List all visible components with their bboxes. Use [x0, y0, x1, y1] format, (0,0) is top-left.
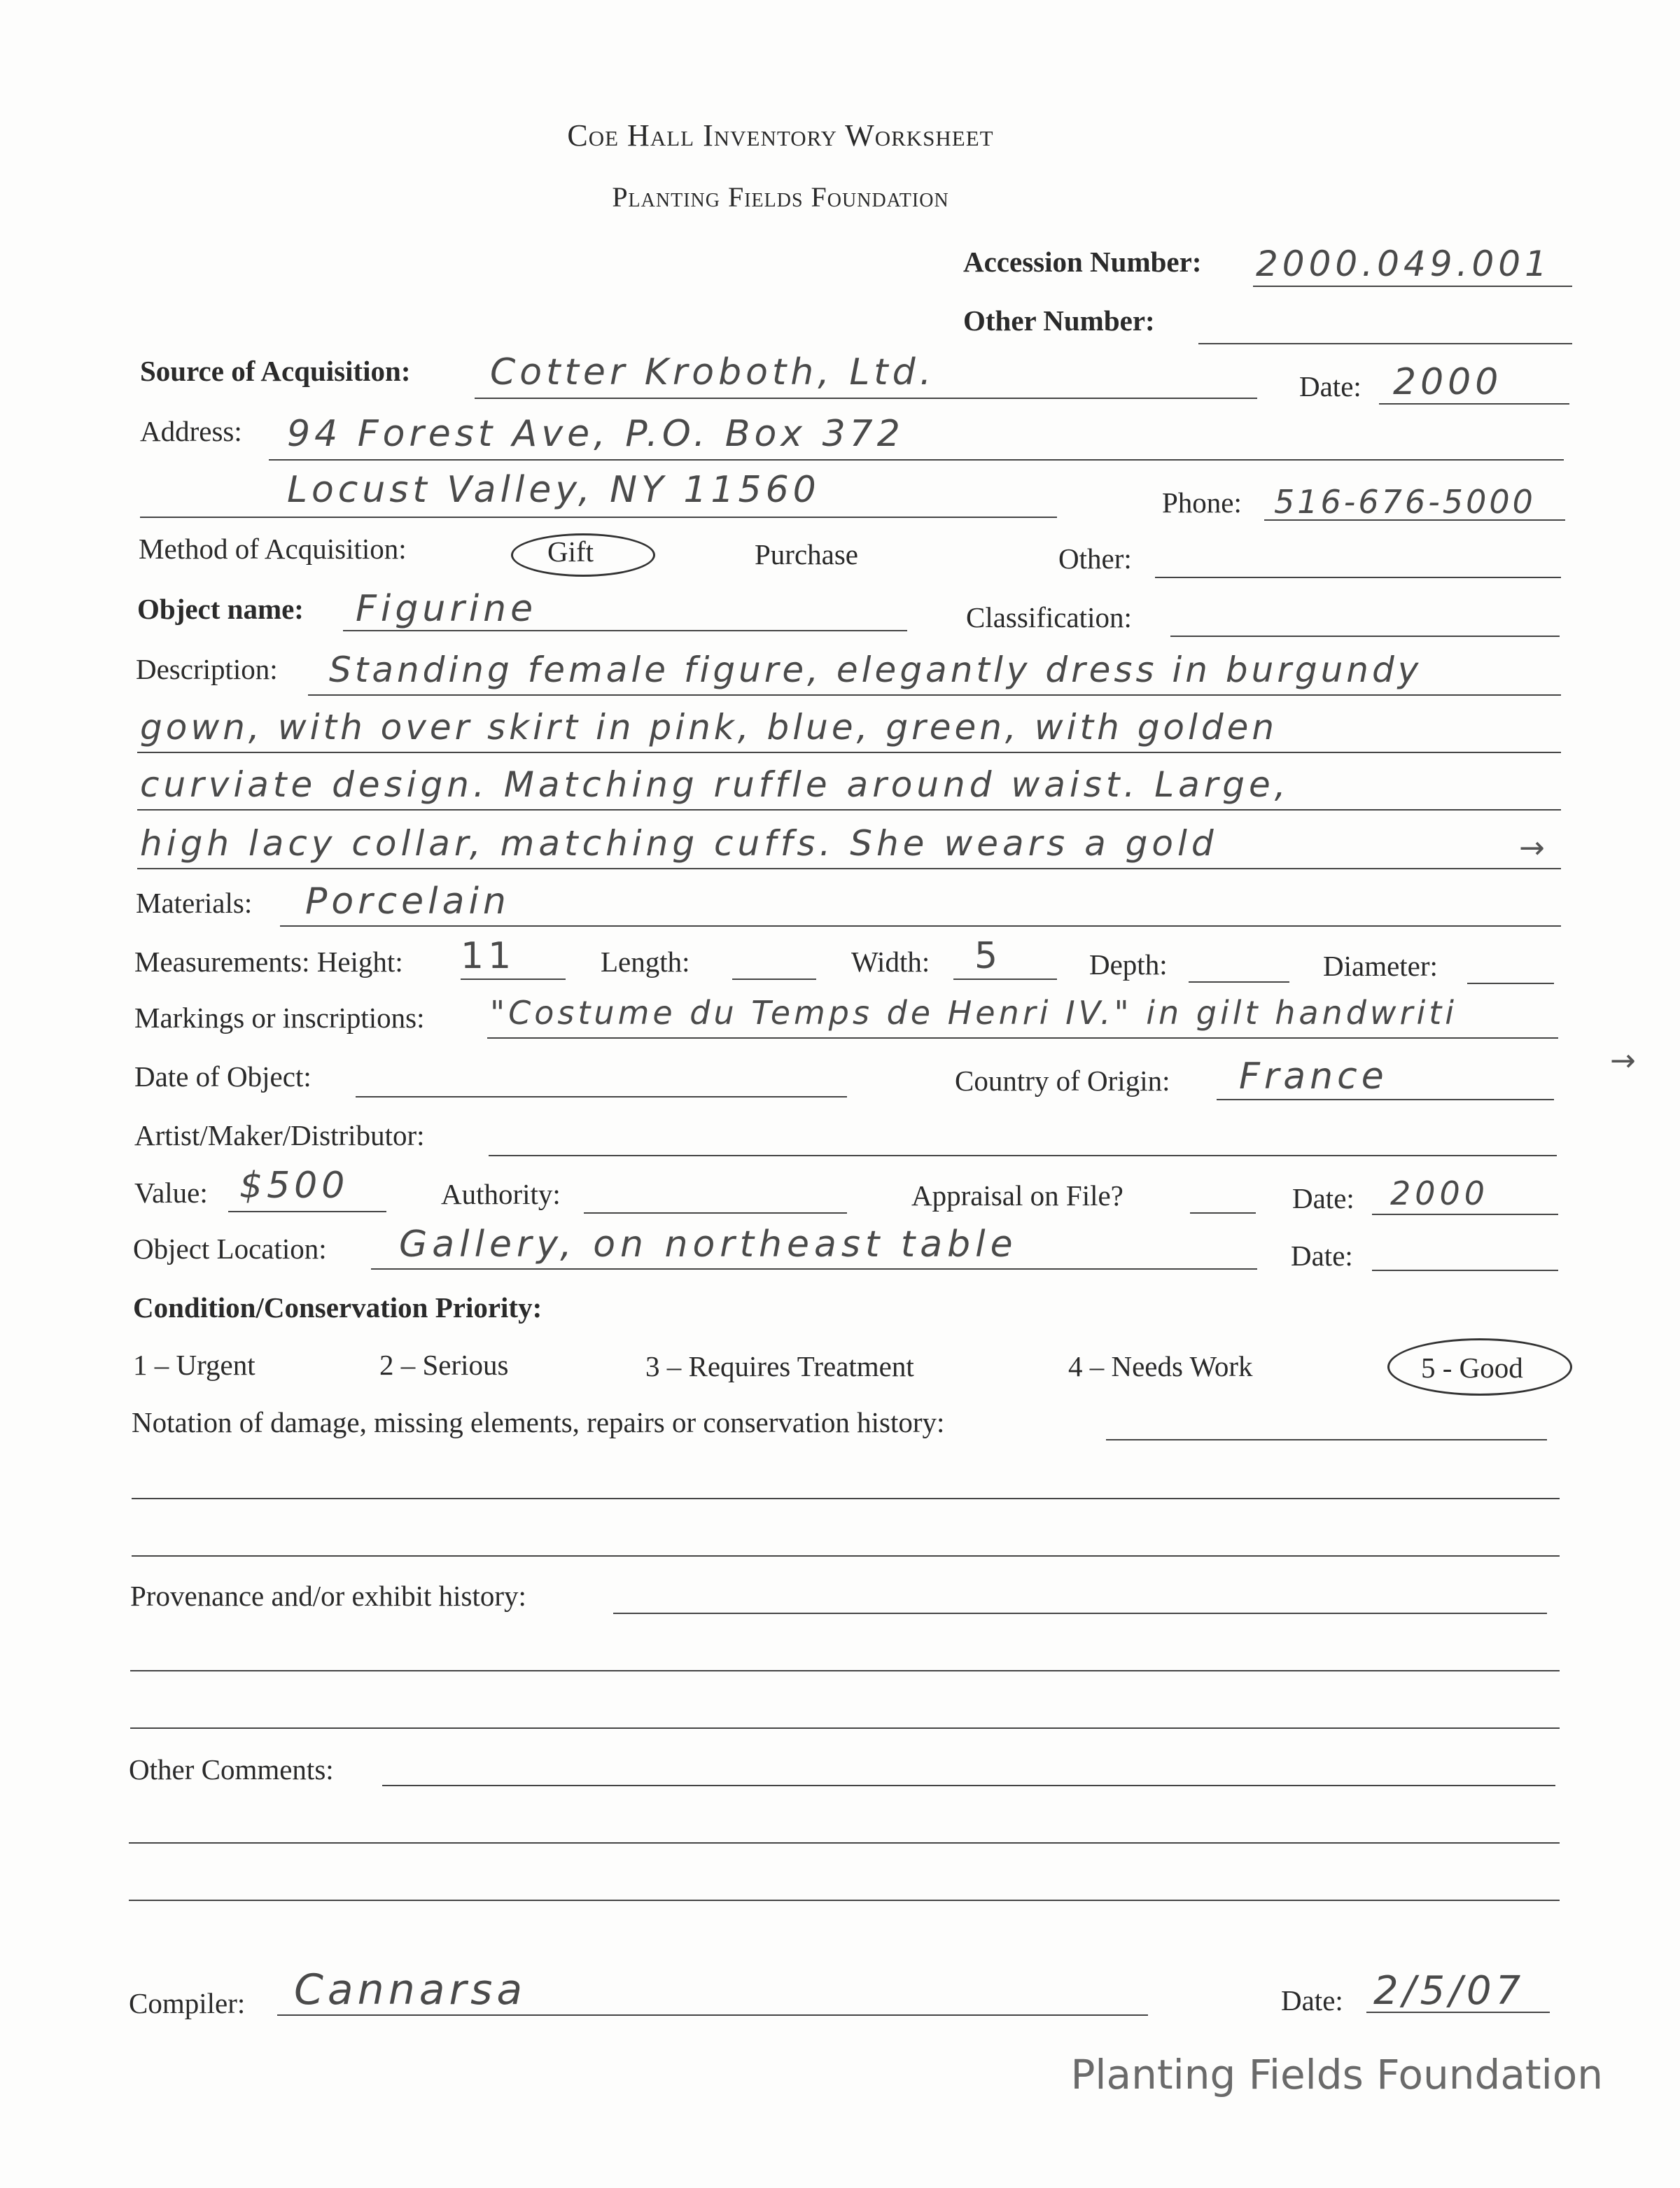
other-comments-label: Other Comments: [129, 1753, 334, 1786]
diameter-line[interactable] [1467, 983, 1554, 984]
markings-continue-arrow-icon: → [1610, 1043, 1636, 1079]
notation-line-2[interactable] [132, 1498, 1560, 1499]
object-location-label: Object Location: [133, 1233, 327, 1265]
compiler-date-value[interactable]: 2/5/07 [1373, 1968, 1525, 2014]
description-line-1 [308, 694, 1561, 696]
method-of-acquisition-label: Method of Acquisition: [139, 533, 407, 565]
appraisal-on-file-label: Appraisal on File? [911, 1179, 1124, 1212]
width-line [953, 979, 1057, 980]
phone-label: Phone: [1162, 486, 1242, 519]
materials-value[interactable]: Porcelain [305, 881, 510, 923]
provenance-label: Provenance and/or exhibit history: [130, 1580, 526, 1612]
notation-line-1[interactable] [1106, 1439, 1547, 1440]
compiler-label: Compiler: [129, 1987, 246, 2019]
authority-line[interactable] [584, 1212, 847, 1214]
depth-label: Depth: [1089, 948, 1168, 981]
country-of-origin-value[interactable]: France [1239, 1056, 1388, 1097]
object-name-label: Object name: [137, 593, 304, 625]
source-date-value[interactable]: 2000 [1393, 361, 1503, 403]
length-label: Length: [601, 946, 690, 978]
description-text-line-4[interactable]: high lacy collar, matching cuffs. She wears a gold [140, 823, 1218, 864]
provenance-line-2[interactable] [130, 1670, 1560, 1671]
markings-label: Markings or inscriptions: [134, 1002, 425, 1034]
value-label: Value: [134, 1177, 208, 1209]
accession-number-line [1253, 286, 1572, 287]
description-line-4 [137, 868, 1561, 869]
materials-line [280, 925, 1561, 927]
condition-option-requires-treatment[interactable]: 3 – Requires Treatment [645, 1350, 914, 1382]
value-value[interactable]: $500 [239, 1165, 349, 1207]
notation-damage-label: Notation of damage, missing elements, repairs or conservation history: [132, 1406, 945, 1438]
width-value[interactable]: 5 [974, 935, 1002, 977]
address-line-1-value[interactable]: 94 Forest Ave, P.O. Box 372 [287, 413, 904, 455]
condition-option-serious[interactable]: 2 – Serious [379, 1349, 509, 1381]
appraisal-date-line [1372, 1214, 1558, 1215]
notation-line-3[interactable] [132, 1555, 1560, 1557]
markings-value[interactable]: "Costume du Temps de Henri IV." in gilt handwriti [490, 994, 1458, 1032]
length-line[interactable] [732, 979, 816, 980]
source-of-acquisition-label: Source of Acquisition: [140, 355, 411, 387]
object-location-line [371, 1268, 1257, 1270]
condition-option-urgent[interactable]: 1 – Urgent [133, 1349, 255, 1381]
accession-number-value[interactable]: 2000.049.001 [1256, 244, 1551, 284]
planting-fields-watermark: Planting Fields Foundation [1070, 2051, 1603, 2098]
description-line-3 [137, 809, 1561, 811]
description-text-line-1[interactable]: Standing female figure, elegantly dress in burgundy [329, 650, 1422, 690]
markings-line [487, 1037, 1558, 1039]
object-location-value[interactable]: Gallery, on northeast table [399, 1223, 1018, 1265]
artist-maker-line[interactable] [489, 1155, 1557, 1156]
description-line-2 [137, 752, 1561, 753]
method-option-purchase[interactable]: Purchase [755, 538, 859, 570]
description-text-line-3[interactable]: curviate design. Matching ruffle around waist. Large, [140, 764, 1290, 805]
object-name-line [343, 630, 907, 631]
method-option-gift[interactable]: Gift [547, 535, 594, 568]
method-other-label: Other: [1058, 542, 1132, 575]
materials-label: Materials: [136, 887, 253, 919]
provenance-line-1[interactable] [613, 1613, 1547, 1614]
accession-number-label: Accession Number: [963, 246, 1202, 278]
measurements-height-label: Measurements: Height: [134, 946, 403, 978]
address-line-2-value[interactable]: Locust Valley, NY 11560 [287, 469, 820, 511]
location-date-line[interactable] [1372, 1270, 1558, 1271]
description-label: Description: [136, 653, 278, 685]
width-label: Width: [851, 946, 930, 978]
other-comments-line-3[interactable] [129, 1900, 1560, 1901]
address-label: Address: [140, 415, 242, 447]
depth-line[interactable] [1189, 981, 1289, 983]
appraisal-date-label: Date: [1292, 1182, 1354, 1214]
authority-label: Authority: [441, 1178, 561, 1210]
other-comments-line-2[interactable] [129, 1842, 1560, 1844]
address-line-1 [269, 459, 1564, 461]
other-number-label: Other Number: [963, 304, 1155, 337]
country-of-origin-label: Country of Origin: [955, 1065, 1170, 1097]
other-number-line[interactable] [1198, 343, 1572, 344]
compiler-value[interactable]: Cannarsa [294, 1965, 527, 2014]
method-other-line[interactable] [1155, 577, 1561, 578]
country-of-origin-line [1217, 1099, 1554, 1100]
appraisal-on-file-line[interactable] [1190, 1212, 1256, 1214]
worksheet-subtitle: Planting Fields Foundation [612, 181, 949, 213]
location-date-label: Date: [1291, 1240, 1353, 1272]
other-comments-line-1[interactable] [382, 1785, 1555, 1786]
classification-label: Classification: [966, 601, 1132, 633]
phone-value[interactable]: 516-676-5000 [1274, 483, 1536, 521]
condition-option-needs-work[interactable]: 4 – Needs Work [1068, 1350, 1253, 1382]
classification-line[interactable] [1170, 636, 1560, 637]
artist-maker-label: Artist/Maker/Distributor: [134, 1119, 425, 1151]
source-date-line [1379, 403, 1569, 405]
compiler-line [277, 2014, 1148, 2016]
compiler-date-label: Date: [1281, 1984, 1343, 2017]
object-name-value[interactable]: Figurine [356, 588, 538, 630]
condition-priority-label: Condition/Conservation Priority: [133, 1291, 542, 1324]
condition-option-good[interactable]: 5 - Good [1421, 1352, 1523, 1384]
date-of-object-line[interactable] [356, 1096, 847, 1097]
description-continue-arrow-icon: → [1519, 830, 1545, 866]
description-text-line-2[interactable]: gown, with over skirt in pink, blue, green, with golden [140, 707, 1278, 748]
address-line-2 [140, 517, 1057, 518]
source-date-label: Date: [1299, 370, 1362, 402]
appraisal-date-value[interactable]: 2000 [1390, 1174, 1490, 1212]
height-value[interactable]: 11 [461, 935, 516, 977]
source-of-acquisition-line [475, 398, 1257, 399]
diameter-label: Diameter: [1323, 950, 1438, 982]
provenance-line-3[interactable] [130, 1727, 1560, 1729]
date-of-object-label: Date of Object: [134, 1060, 312, 1093]
value-line [228, 1211, 386, 1212]
worksheet-title: Coe Hall Inventory Worksheet [567, 118, 994, 153]
height-line [461, 979, 566, 980]
source-of-acquisition-value[interactable]: Cotter Kroboth, Ltd. [490, 351, 936, 393]
